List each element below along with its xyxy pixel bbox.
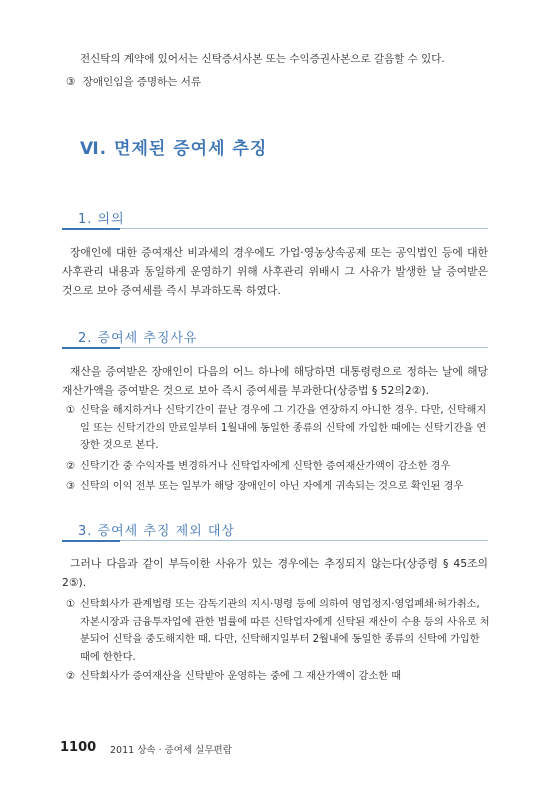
heading-underline <box>62 228 120 230</box>
list-item-text: 신탁을 해지하거나 신탁기간이 끝난 경우에 그 기간을 연장하지 아니한 경우. 다만, 신탁해지일 또는 신탁기간의 만료일부터 1월내에 동일한 종류의 신탁에 가입한 때에는 신탁기간을 연장한 것으로 본다. <box>80 405 487 451</box>
list-item-top-3 <box>66 73 201 91</box>
paragraph-recapture: 재산을 증여받은 장애인이 다음의 어느 하나에 해당하면 대통령령으로 정하는 날에 해당 재산가액을 증여받은 것으로 보아 즉시 증여세를 부과한다(상증법 § 52의2②). <box>62 365 488 397</box>
list-marker: ② <box>66 461 76 472</box>
subsection-heading-1: 1. 의의 <box>78 212 125 227</box>
list-item <box>66 596 490 666</box>
list-item-text: 신탁기간 중 수익자를 변경하거나 신탁업자에게 신탁한 증여재산가액이 감소한 경우 <box>80 461 451 472</box>
page-number: 1100 <box>60 740 97 755</box>
heading-underline <box>62 347 120 349</box>
subsection-heading-2: 2. 증여세 추징사유 <box>78 331 198 346</box>
continuation-line: 전신탁의 계약에 있어서는 신탁증서사본 또는 수익증권사본으로 갈음할 수 있다. <box>80 53 445 65</box>
list-item <box>66 668 490 686</box>
subsection-heading-3: 3. 증여세 추징 제외 대상 <box>78 524 235 539</box>
list-item-text: 장애인임을 증명하는 서류 <box>82 76 202 88</box>
heading-rule <box>120 228 488 229</box>
running-footer-title: 2011 상속 · 증여세 실무편람 <box>110 745 232 756</box>
paragraph-exclusion: 그러나 다음과 같이 부득이한 사유가 있는 경우에는 추징되지 않는다(상증령 § 45조의2⑤). <box>62 557 488 589</box>
list-marker: ③ <box>66 481 76 492</box>
heading-underline <box>62 540 120 542</box>
list-marker: ② <box>66 671 76 682</box>
list-marker: ③ <box>66 76 76 88</box>
list-marker: ① <box>66 405 76 416</box>
list-marker: ① <box>66 599 76 610</box>
paragraph-purpose: 장애인에 대한 증여재산 비과세의 경우에도 가업·영농상속공제 또는 공익법인 등에 대한 사후관리 내용과 동일하게 운영하기 위해 사후관리 위배시 그 사유가 발생한 날 증여받은 것으로 보아 증여세를 즉시 부과하도록 하였다. <box>62 246 488 297</box>
heading-rule <box>120 347 488 348</box>
list-item <box>66 402 490 455</box>
heading-rule <box>120 540 488 541</box>
list-item-text: 신탁의 이익 전부 또는 일부가 해당 장애인이 아닌 자에게 귀속되는 것으로 확인된 경우 <box>80 481 464 492</box>
list-item <box>66 458 490 476</box>
list-item-text: 신탁회사가 관계법령 또는 감독기관의 지시·명령 등에 의하여 영업정지·영업폐쇄·허가취소, 자본시장과 금융투자업에 관한 법률에 따른 신탁업자에게 신탁된 재산이 수용 등의 사유로 처분되어 신탁을 중도해지한 때. 다만, 신탁해지일부터 2월내에 동일한 종류의 신탁에 가입한 때에 한한다. <box>80 599 490 663</box>
list-item-text: 신탁회사가 증여재산을 신탁받아 운영하는 중에 그 재산가액이 감소한 때 <box>80 671 402 682</box>
list-item <box>66 478 490 496</box>
section-title: Ⅵ. 면제된 증여세 추징 <box>80 139 268 159</box>
